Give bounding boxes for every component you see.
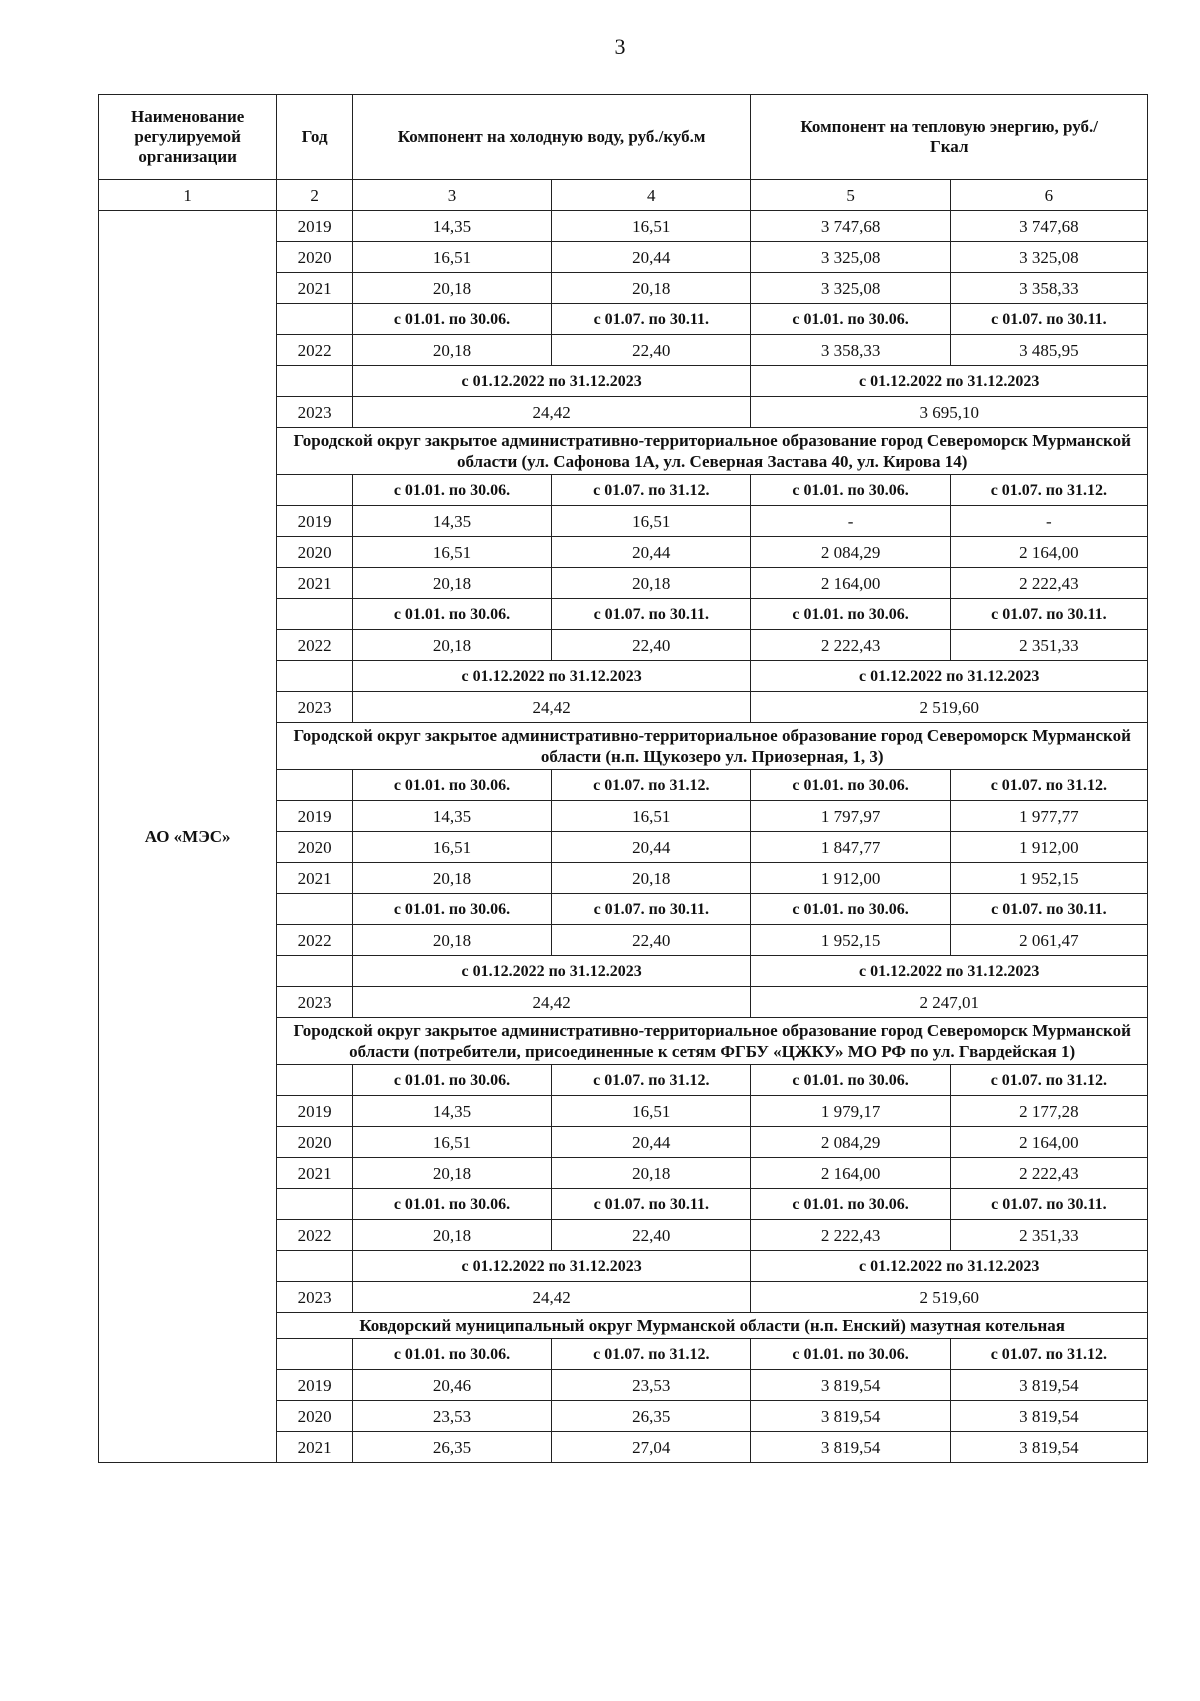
period-label: с 01.01. по 30.06.: [751, 599, 950, 630]
value-cell: 3 325,08: [950, 242, 1147, 273]
value-cell: 16,51: [352, 537, 551, 568]
value-cell: 1 952,15: [950, 863, 1147, 894]
value-cell: 20,46: [352, 1370, 551, 1401]
period-label: с 01.07. по 31.12.: [552, 1339, 751, 1370]
value-cell: 2 164,00: [751, 1158, 950, 1189]
value-cell: 1 912,00: [751, 863, 950, 894]
year-cell: 2021: [277, 863, 353, 894]
value-cell: 24,42: [352, 397, 751, 428]
org-column-header: Наименование регулируемой организации: [99, 95, 277, 180]
period-label: с 01.12.2022 по 31.12.2023: [352, 956, 751, 987]
value-cell: 1 912,00: [950, 832, 1147, 863]
period-label: с 01.12.2022 по 31.12.2023: [751, 366, 1148, 397]
year-cell: 2021: [277, 568, 353, 599]
period-label: с 01.01. по 30.06.: [352, 475, 551, 506]
value-cell: 3 325,08: [751, 242, 950, 273]
period-label: с 01.07. по 30.11.: [552, 1189, 751, 1220]
value-cell: 22,40: [552, 925, 751, 956]
value-cell: 2 222,43: [950, 568, 1147, 599]
section-title: Городской округ закрытое административно-территориальное образование город Североморск Мурманской области (ул. Сафонова 1А, ул. Северная Застава 40, ул. Кирова 14): [277, 428, 1148, 475]
period-label: с 01.01. по 30.06.: [751, 1189, 950, 1220]
header-row: [99, 95, 1148, 180]
year-cell: 2021: [277, 1158, 353, 1189]
year-cell-empty: [277, 366, 353, 397]
value-cell: 26,35: [352, 1432, 551, 1463]
period-label: с 01.07. по 30.11.: [552, 304, 751, 335]
value-cell: 16,51: [552, 801, 751, 832]
year-cell: 2021: [277, 273, 353, 304]
year-cell: 2019: [277, 211, 353, 242]
year-cell: 2023: [277, 987, 353, 1018]
year-cell: 2023: [277, 397, 353, 428]
value-cell: 14,35: [352, 211, 551, 242]
column-number: 1: [99, 180, 277, 211]
period-label: с 01.12.2022 по 31.12.2023: [352, 661, 751, 692]
period-label: с 01.01. по 30.06.: [751, 1065, 950, 1096]
column-number: 3: [352, 180, 551, 211]
value-cell: 20,44: [552, 242, 751, 273]
value-cell: 2 177,28: [950, 1096, 1147, 1127]
value-cell: 3 358,33: [751, 335, 950, 366]
period-label: с 01.01. по 30.06.: [352, 1189, 551, 1220]
period-label: с 01.07. по 30.11.: [950, 1189, 1147, 1220]
period-label: с 01.12.2022 по 31.12.2023: [751, 1251, 1148, 1282]
column-number: 2: [277, 180, 353, 211]
value-cell: 3 747,68: [950, 211, 1147, 242]
value-cell: 27,04: [552, 1432, 751, 1463]
value-cell: 3 325,08: [751, 273, 950, 304]
heat-column-header: Компонент на тепловую энергию, руб./Гкал: [751, 95, 1148, 180]
year-cell: 2020: [277, 832, 353, 863]
period-label: с 01.12.2022 по 31.12.2023: [751, 661, 1148, 692]
year-cell-empty: [277, 1339, 353, 1370]
column-number-row: [99, 180, 1148, 211]
value-cell: 16,51: [352, 832, 551, 863]
period-label: с 01.07. по 30.11.: [950, 599, 1147, 630]
value-cell: 20,18: [352, 1158, 551, 1189]
period-label: с 01.01. по 30.06.: [751, 475, 950, 506]
period-label: с 01.01. по 30.06.: [751, 770, 950, 801]
value-cell: 3 358,33: [950, 273, 1147, 304]
year-cell: 2023: [277, 1282, 353, 1313]
period-label: с 01.07. по 30.11.: [950, 304, 1147, 335]
value-cell: 3 819,54: [751, 1432, 950, 1463]
value-cell: 14,35: [352, 506, 551, 537]
year-cell-empty: [277, 475, 353, 506]
value-cell: 3 485,95: [950, 335, 1147, 366]
year-cell: 2019: [277, 801, 353, 832]
section-title: Городской округ закрытое административно-территориальное образование город Североморск Мурманской области (потребители, присоединенные к сетям ФГБУ «ЦЖКУ» МО РФ по ул. Гвардейская 1): [277, 1018, 1148, 1065]
value-cell: 3 819,54: [950, 1370, 1147, 1401]
value-cell: 20,18: [352, 273, 551, 304]
value-cell: 24,42: [352, 1282, 751, 1313]
value-cell: -: [751, 506, 950, 537]
period-label: с 01.07. по 31.12.: [950, 1065, 1147, 1096]
period-label: с 01.12.2022 по 31.12.2023: [751, 956, 1148, 987]
value-cell: 2 351,33: [950, 1220, 1147, 1251]
period-label: с 01.01. по 30.06.: [751, 894, 950, 925]
value-cell: 23,53: [552, 1370, 751, 1401]
value-cell: 20,44: [552, 832, 751, 863]
value-cell: -: [950, 506, 1147, 537]
value-cell: 20,44: [552, 537, 751, 568]
year-cell: 2023: [277, 692, 353, 723]
value-cell: 3 819,54: [751, 1401, 950, 1432]
value-cell: 2 519,60: [751, 1282, 1148, 1313]
value-cell: 14,35: [352, 801, 551, 832]
value-cell: 3 819,54: [751, 1370, 950, 1401]
year-cell: 2020: [277, 537, 353, 568]
year-cell: 2022: [277, 925, 353, 956]
value-cell: 20,18: [552, 1158, 751, 1189]
period-label: с 01.07. по 31.12.: [950, 475, 1147, 506]
period-label: с 01.07. по 31.12.: [552, 475, 751, 506]
value-cell: 1 797,97: [751, 801, 950, 832]
organization-name: АО «МЭС»: [99, 211, 277, 1463]
period-label: с 01.07. по 30.11.: [950, 894, 1147, 925]
value-cell: 20,18: [352, 630, 551, 661]
value-cell: 20,18: [352, 863, 551, 894]
value-cell: 2 351,33: [950, 630, 1147, 661]
column-number: 5: [751, 180, 950, 211]
year-cell-empty: [277, 1189, 353, 1220]
tariff-table: [98, 94, 1148, 1463]
value-cell: 22,40: [552, 630, 751, 661]
value-cell: 3 747,68: [751, 211, 950, 242]
value-cell: 2 061,47: [950, 925, 1147, 956]
period-label: с 01.01. по 30.06.: [352, 894, 551, 925]
value-cell: 14,35: [352, 1096, 551, 1127]
year-cell-empty: [277, 1251, 353, 1282]
year-column-header: Год: [277, 95, 353, 180]
year-cell: 2020: [277, 242, 353, 273]
year-cell: 2020: [277, 1127, 353, 1158]
section-title: Городской округ закрытое административно-территориальное образование город Североморск Мурманской области (н.п. Щукозеро ул. Приозерная, 1, 3): [277, 723, 1148, 770]
period-label: с 01.07. по 30.11.: [552, 894, 751, 925]
year-cell: 2020: [277, 1401, 353, 1432]
value-cell: 2 164,00: [751, 568, 950, 599]
value-cell: 20,18: [352, 568, 551, 599]
cold-water-column-header: Компонент на холодную воду, руб./куб.м: [352, 95, 751, 180]
value-cell: 1 952,15: [751, 925, 950, 956]
column-number: 4: [552, 180, 751, 211]
value-cell: 1 847,77: [751, 832, 950, 863]
period-label: с 01.01. по 30.06.: [751, 1339, 950, 1370]
value-cell: 24,42: [352, 692, 751, 723]
value-cell: 2 519,60: [751, 692, 1148, 723]
value-cell: 16,51: [352, 242, 551, 273]
year-cell-empty: [277, 894, 353, 925]
period-label: с 01.01. по 30.06.: [352, 770, 551, 801]
year-cell-empty: [277, 956, 353, 987]
year-cell-empty: [277, 770, 353, 801]
value-cell: 24,42: [352, 987, 751, 1018]
value-cell: 20,18: [552, 273, 751, 304]
year-cell: 2021: [277, 1432, 353, 1463]
value-cell: 16,51: [352, 1127, 551, 1158]
period-label: с 01.01. по 30.06.: [751, 304, 950, 335]
period-label: с 01.07. по 31.12.: [552, 770, 751, 801]
period-label: с 01.01. по 30.06.: [352, 599, 551, 630]
year-cell: 2019: [277, 1370, 353, 1401]
year-cell: 2022: [277, 1220, 353, 1251]
year-cell: 2019: [277, 1096, 353, 1127]
value-cell: 2 222,43: [950, 1158, 1147, 1189]
value-cell: 20,18: [352, 1220, 551, 1251]
period-label: с 01.12.2022 по 31.12.2023: [352, 366, 751, 397]
value-cell: 1 977,77: [950, 801, 1147, 832]
value-cell: 3 695,10: [751, 397, 1148, 428]
period-label: с 01.01. по 30.06.: [352, 1339, 551, 1370]
value-cell: 23,53: [352, 1401, 551, 1432]
value-cell: 2 084,29: [751, 1127, 950, 1158]
value-cell: 2 084,29: [751, 537, 950, 568]
value-cell: 16,51: [552, 211, 751, 242]
value-cell: 20,18: [352, 925, 551, 956]
value-cell: 20,18: [552, 863, 751, 894]
value-cell: 2 222,43: [751, 630, 950, 661]
period-label: с 01.07. по 30.11.: [552, 599, 751, 630]
year-cell: 2022: [277, 335, 353, 366]
period-label: с 01.07. по 31.12.: [552, 1065, 751, 1096]
year-cell: 2022: [277, 630, 353, 661]
value-cell: 2 164,00: [950, 1127, 1147, 1158]
page-number: 3: [614, 34, 626, 59]
value-cell: 20,18: [552, 568, 751, 599]
value-cell: 2 164,00: [950, 537, 1147, 568]
year-cell-empty: [277, 1065, 353, 1096]
value-cell: 2 247,01: [751, 987, 1148, 1018]
value-cell: 20,18: [352, 335, 551, 366]
value-cell: 22,40: [552, 335, 751, 366]
column-number: 6: [950, 180, 1147, 211]
table-row: [99, 211, 1148, 242]
year-cell-empty: [277, 661, 353, 692]
value-cell: 16,51: [552, 506, 751, 537]
year-cell: 2019: [277, 506, 353, 537]
period-label: с 01.07. по 31.12.: [950, 770, 1147, 801]
section-title: Ковдорский муниципальный округ Мурманской области (н.п. Енский) мазутная котельная: [277, 1313, 1148, 1339]
value-cell: 3 819,54: [950, 1432, 1147, 1463]
period-label: с 01.01. по 30.06.: [352, 1065, 551, 1096]
year-cell-empty: [277, 599, 353, 630]
value-cell: 2 222,43: [751, 1220, 950, 1251]
value-cell: 3 819,54: [950, 1401, 1147, 1432]
value-cell: 1 979,17: [751, 1096, 950, 1127]
period-label: с 01.01. по 30.06.: [352, 304, 551, 335]
value-cell: 16,51: [552, 1096, 751, 1127]
value-cell: 22,40: [552, 1220, 751, 1251]
period-label: с 01.12.2022 по 31.12.2023: [352, 1251, 751, 1282]
period-label: с 01.07. по 31.12.: [950, 1339, 1147, 1370]
value-cell: 20,44: [552, 1127, 751, 1158]
value-cell: 26,35: [552, 1401, 751, 1432]
year-cell-empty: [277, 304, 353, 335]
